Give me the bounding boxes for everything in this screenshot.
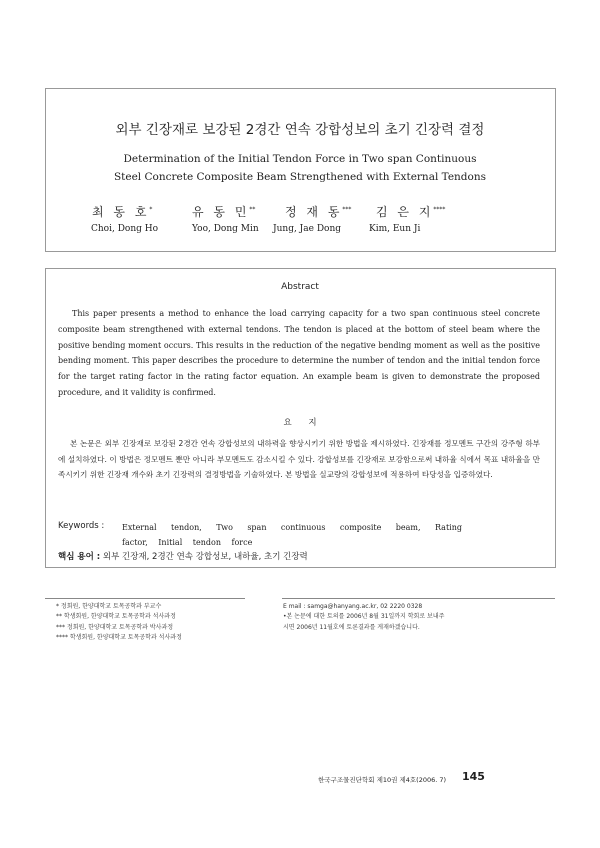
author-ko-4: 김 은 지****	[376, 205, 446, 219]
abstract-korean: 본 논문은 외부 긴장재로 보강된 2경간 연속 강합성보의 내하력을 향상시키기 위한 방법을 제시하였다. 긴장재를 정모멘트 구간의 강주형 하부에 설치하였다. 이 방법은 정모멘트 뿐만 아니라 부모멘트도 감소시킬 수 있다. 강합성보를 긴장재로 보강함으로써 내하율 식에서 목표 내하율을 만족시키기 위한 긴장재 개수와 초기 긴장력의 결정방법을 기술하였다. 본 방법을 실교량의 강합성보에 적용하여 타당성을 입증하였다.	[58, 439, 540, 479]
keywords-text: External tendon, Two span continuous composite beam, Rating factor, Initial tendon force	[122, 523, 462, 547]
footnotes-left: * 정회원, 한양대학교 토목공학과 부교수 ** 학생회원, 한양대학교 토목공학과 석사과정 *** 정회원, 한양대학교 토목공학과 박사과정 **** 학생회원, 한양대학교 토목공학과 석사과정	[56, 603, 182, 641]
footnotes-right: E mail : samga@hanyang.ac.kr, 02 2220 0328 •본 논문에 대한 토의를 2006년 8월 31일까지 학회로 보내주 시면 2006년 11월호에 토론결과를 게재하겠습니다.	[283, 603, 445, 631]
author-ko-2: 유 동 민**	[192, 205, 256, 219]
english-title-line2: Steel Concrete Composite Beam Strengthened with External Tendons	[113, 171, 487, 183]
english-title-line1: Determination of the Initial Tendon Force in Two span Continuous	[123, 153, 477, 165]
korean-abstract-heading: 요 지	[283, 418, 317, 428]
footnote-divider-left	[45, 598, 245, 599]
author-en-3: Jung, Jae Dong	[273, 224, 342, 234]
author-en-1: Choi, Dong Ho	[91, 224, 159, 234]
footnote-divider-right	[282, 598, 555, 599]
abstract-english: This paper presents a method to enhance the load carrying capacity for a two span continuous steel concrete composite beam strengthened with external tendons. The tendon is placed at the bottom of steel beam where the positive bending moment occurs. This results in the reduction of the negative bending moment as well as the positive bending moment. This paper describes the procedure to determine the number of tendon and the initial tendon force for the target rating factor in the rating factor equation. An example beam is given to demonstrate the proposed procedure, and it validity is confirmed.	[58, 309, 540, 397]
author-ko-3: 정 재 동***	[285, 205, 352, 219]
abstract-heading: Abstract	[281, 282, 319, 292]
journal-info: 한국구조물진단학회 제10권 제4호(2006. 7)	[318, 776, 447, 784]
author-en-4: Kim, Eun Ji	[369, 224, 421, 234]
korean-title: 외부 긴장재로 보강된 2경간 연속 강합성보의 초기 긴장력 결정	[115, 122, 485, 138]
author-en-2: Yoo, Dong Min	[192, 224, 259, 234]
keywords-label: Keywords :	[58, 521, 105, 531]
korean-keywords: 핵심 용어 : 외부 긴장재, 2경간 연속 강합성보, 내하율, 초기 긴장력	[58, 552, 308, 562]
page-number: 145	[462, 770, 485, 783]
author-ko-1: 최 동 호*	[92, 205, 153, 219]
